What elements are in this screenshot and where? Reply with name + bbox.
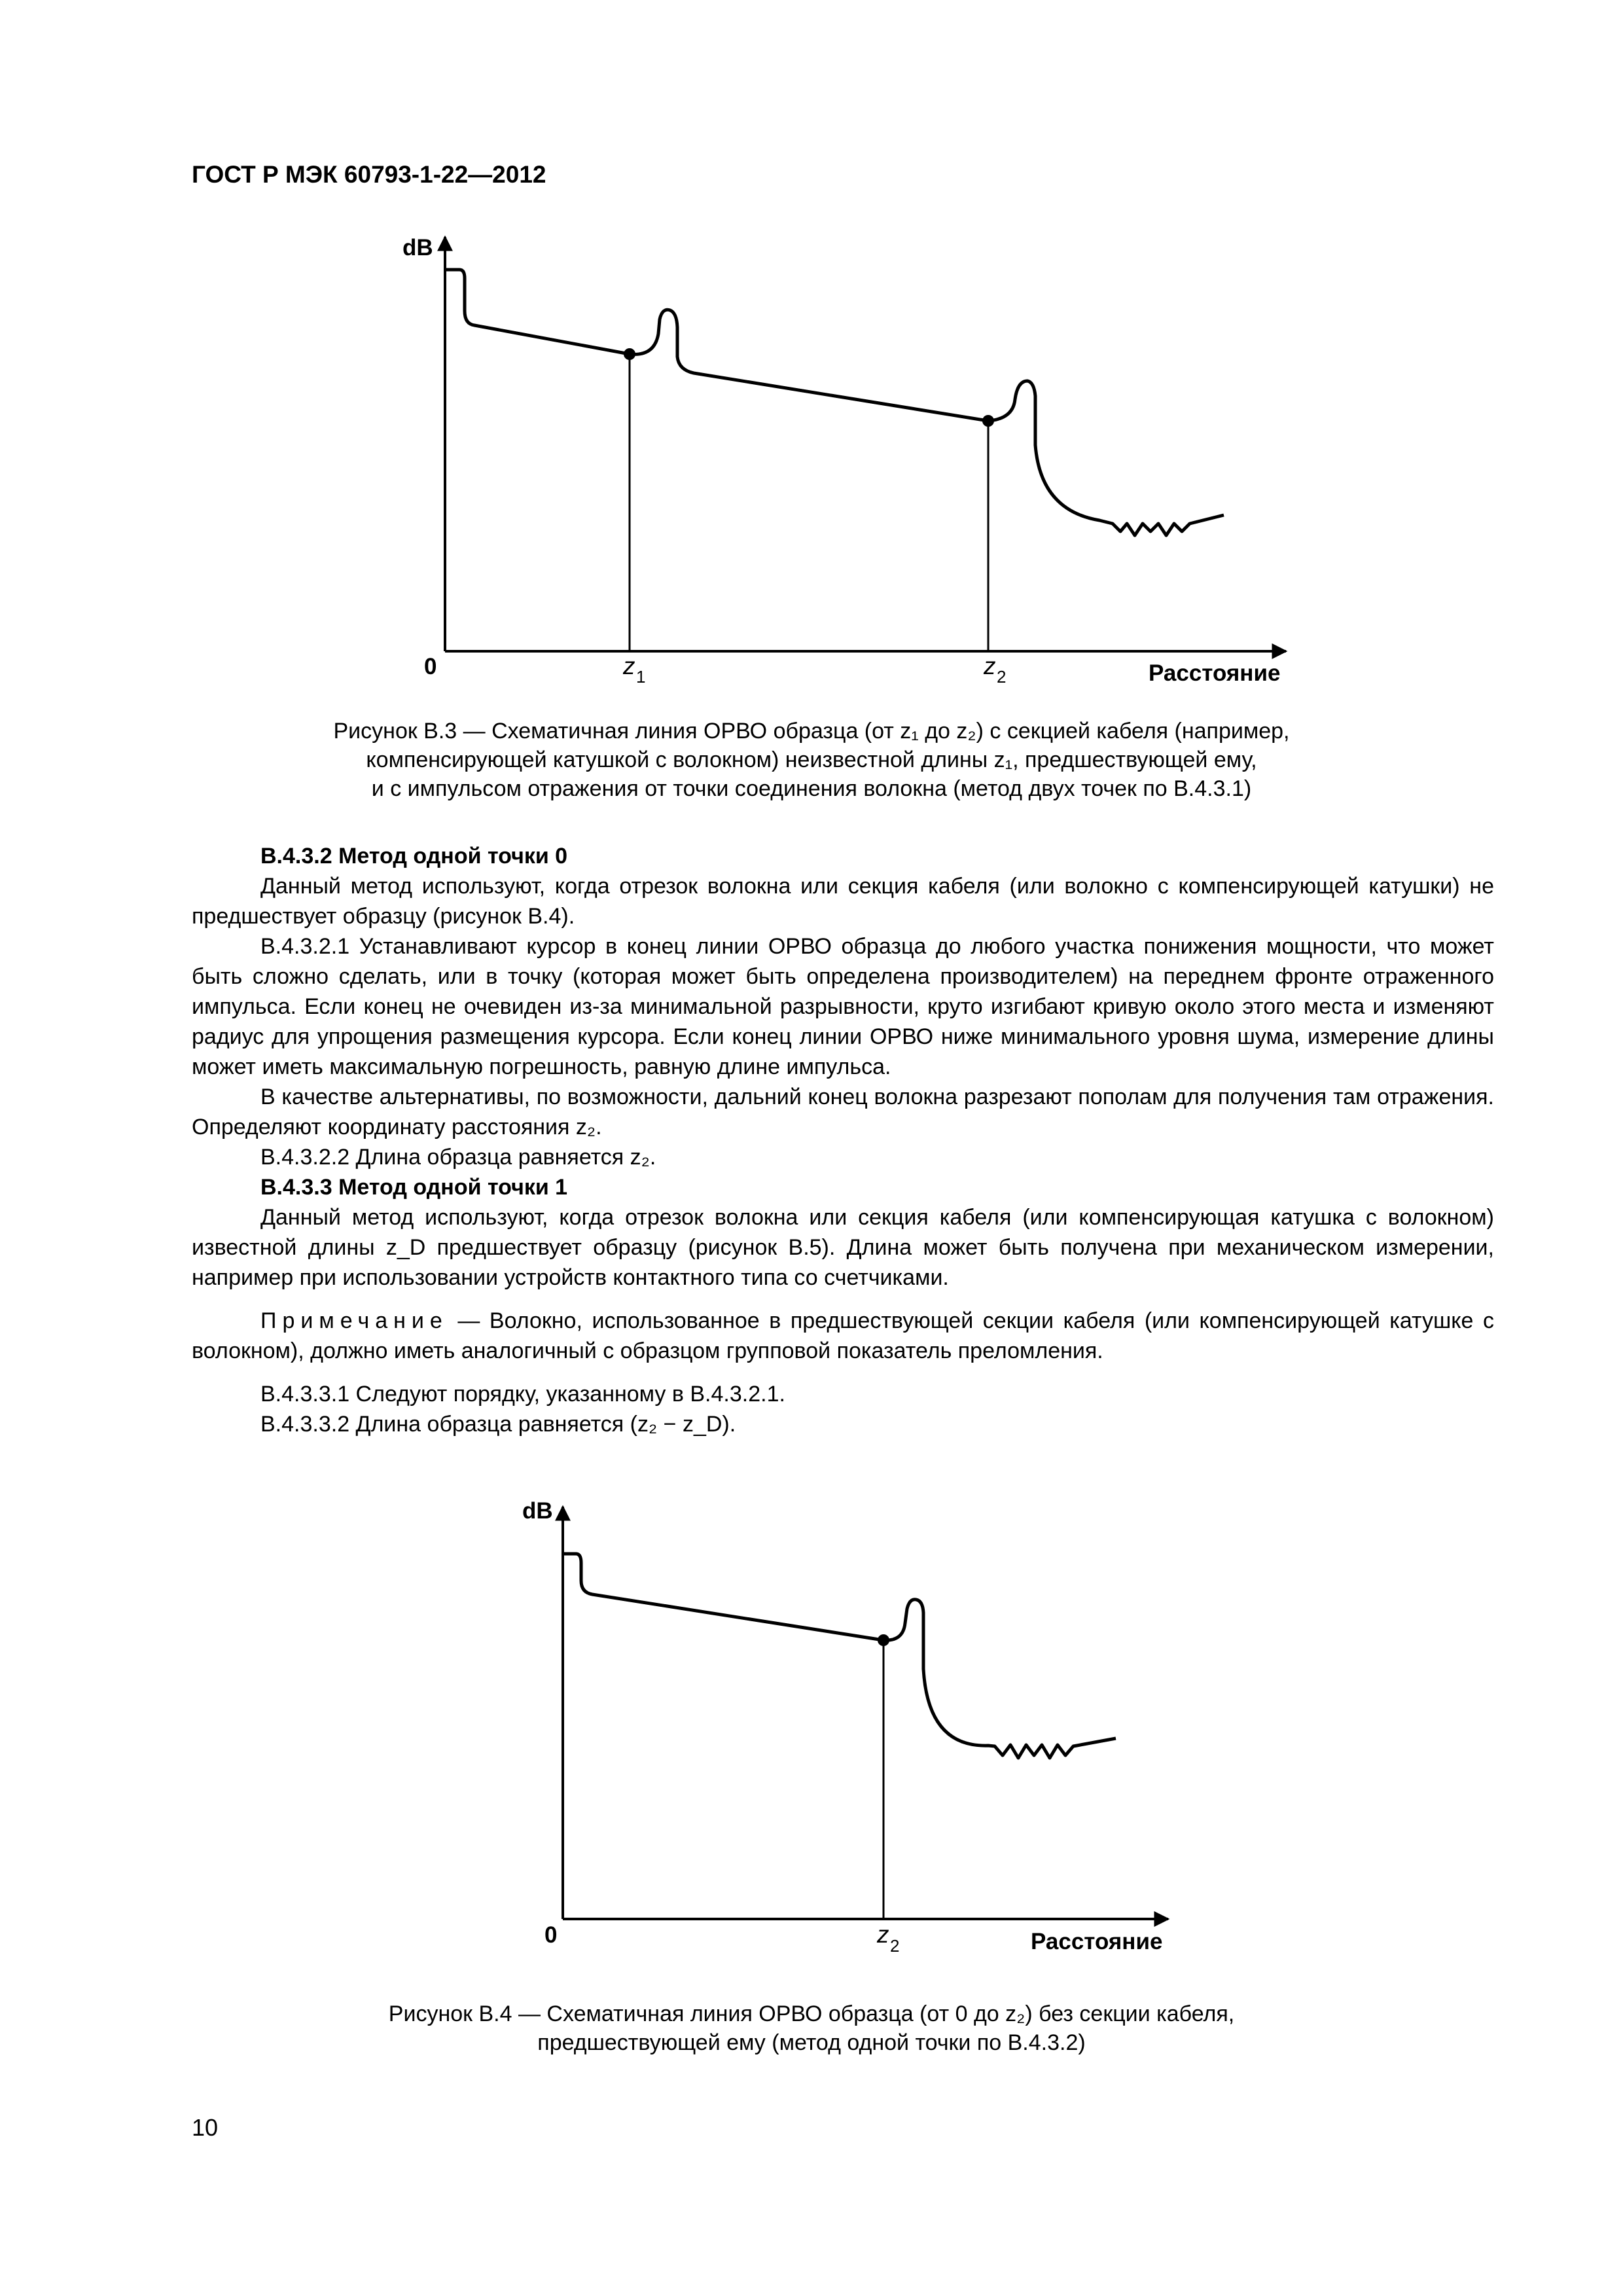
- origin-label: 0: [544, 1922, 558, 1948]
- x-axis-label: Расстояние: [1031, 1929, 1163, 1954]
- marker-z2-dot: [878, 1634, 889, 1646]
- paragraph-b43331: В.4.3.3.1 Следуют порядку, указанному в В.4.3.2.1.: [260, 1382, 785, 1407]
- paragraph-b43222: В.4.3.2.2 Длина образца равняется z₂.: [260, 1145, 656, 1170]
- note: [192, 1306, 1494, 1366]
- y-axis-label: dB: [402, 235, 433, 260]
- marker-z1-sub: 1: [636, 667, 646, 687]
- body-text: [192, 841, 1494, 1439]
- section-b432-paragraph: Данный метод используют, когда отрезок волокна или секция кабеля (или волокно с компенсирующей катушки) не предшествует образцу (рисунок В.4).: [192, 874, 1494, 929]
- y-axis-label: dB: [522, 1498, 553, 1524]
- otdr-trace: [563, 1554, 1116, 1758]
- marker-z2-label: z: [877, 1921, 889, 1948]
- note-text: — Волокно, использованное в предшествующей секции кабеля (или компенсирующей катушке с волокном), должно иметь аналогичный с образцом групповой показатель преломления.: [192, 1308, 1494, 1363]
- marker-z1-label: z: [623, 653, 635, 679]
- paragraph-b43221-alternative: В качестве альтернативы, по возможности, дальний конец волокна разрезают пополам для получения там отражения. Определяют координату расстояния z₂.: [192, 1085, 1494, 1139]
- paragraph-b43221: В.4.3.2.1 Устанавливают курсор в конец линии ОРВО образца до любого участка понижения мощности, что может быть сложно сделать, или в точку (которая может быть определена производителем) на переднем фронте отраженного импульса. Если конец не очевиден из-за минимальной разрывности, круто изгибают кривую около этого места и изменяют радиус для упрощения размещения курсора. Если конец линии ОРВО ниже минимального уровня шума, измерение длины может иметь максимальную погрешность, равную длине импульса.: [192, 934, 1494, 1079]
- caption-b3-line1: Рисунок В.3 — Схематичная линия ОРВО образца (от z₁ до z₂) с секцией кабеля (например,: [333, 719, 1290, 744]
- marker-z2-dot: [982, 415, 994, 427]
- section-b433-paragraph: Данный метод используют, когда отрезок волокна или секция кабеля (или компенсирующая катушка с волокном) известной длины z_D предшествует образцу (рисунок В.5). Длина может быть получена при механическом измерении, например при использовании устройств контактного типа со счетчиками.: [192, 1205, 1494, 1290]
- caption-b3-line3: и с импульсом отражения от точки соединения волокна (метод двух точек по В.4.3.1): [371, 776, 1252, 801]
- figure-b3-otdr-trace: [0, 0, 1623, 707]
- origin-label: 0: [424, 654, 437, 679]
- paragraph-b43332: В.4.3.3.2 Длина образца равняется (z₂ − z_D).: [260, 1412, 736, 1437]
- marker-z2-sub: 2: [890, 1936, 900, 1956]
- marker-z2-label: z: [984, 653, 996, 679]
- marker-z2-sub: 2: [997, 667, 1007, 687]
- caption-b4-line1: Рисунок В.4 — Схематичная линия ОРВО образца (от 0 до z₂) без секции кабеля,: [388, 2001, 1235, 2026]
- note-label: Примечание: [260, 1308, 448, 1333]
- caption-b4-line2: предшествующей ему (метод одной точки по В.4.3.2): [537, 2030, 1086, 2055]
- otdr-trace: [445, 270, 1224, 535]
- marker-z1-dot: [624, 348, 635, 360]
- caption-b4: [196, 2000, 1427, 2057]
- section-b432-title: В.4.3.2 Метод одной точки 0: [260, 844, 568, 869]
- page-number: 10: [192, 2114, 219, 2141]
- document-header: ГОСТ Р МЭК 60793-1-22—2012: [192, 161, 546, 188]
- caption-b3-line2: компенсирующей катушкой с волокном) неизвестной длины z₁, предшествующей ему,: [366, 747, 1257, 772]
- section-b433-title: В.4.3.3 Метод одной точки 1: [260, 1175, 568, 1200]
- figure-b4-otdr-trace: [0, 1473, 1623, 1996]
- caption-b3: [196, 717, 1427, 803]
- x-axis-label: Расстояние: [1149, 660, 1281, 686]
